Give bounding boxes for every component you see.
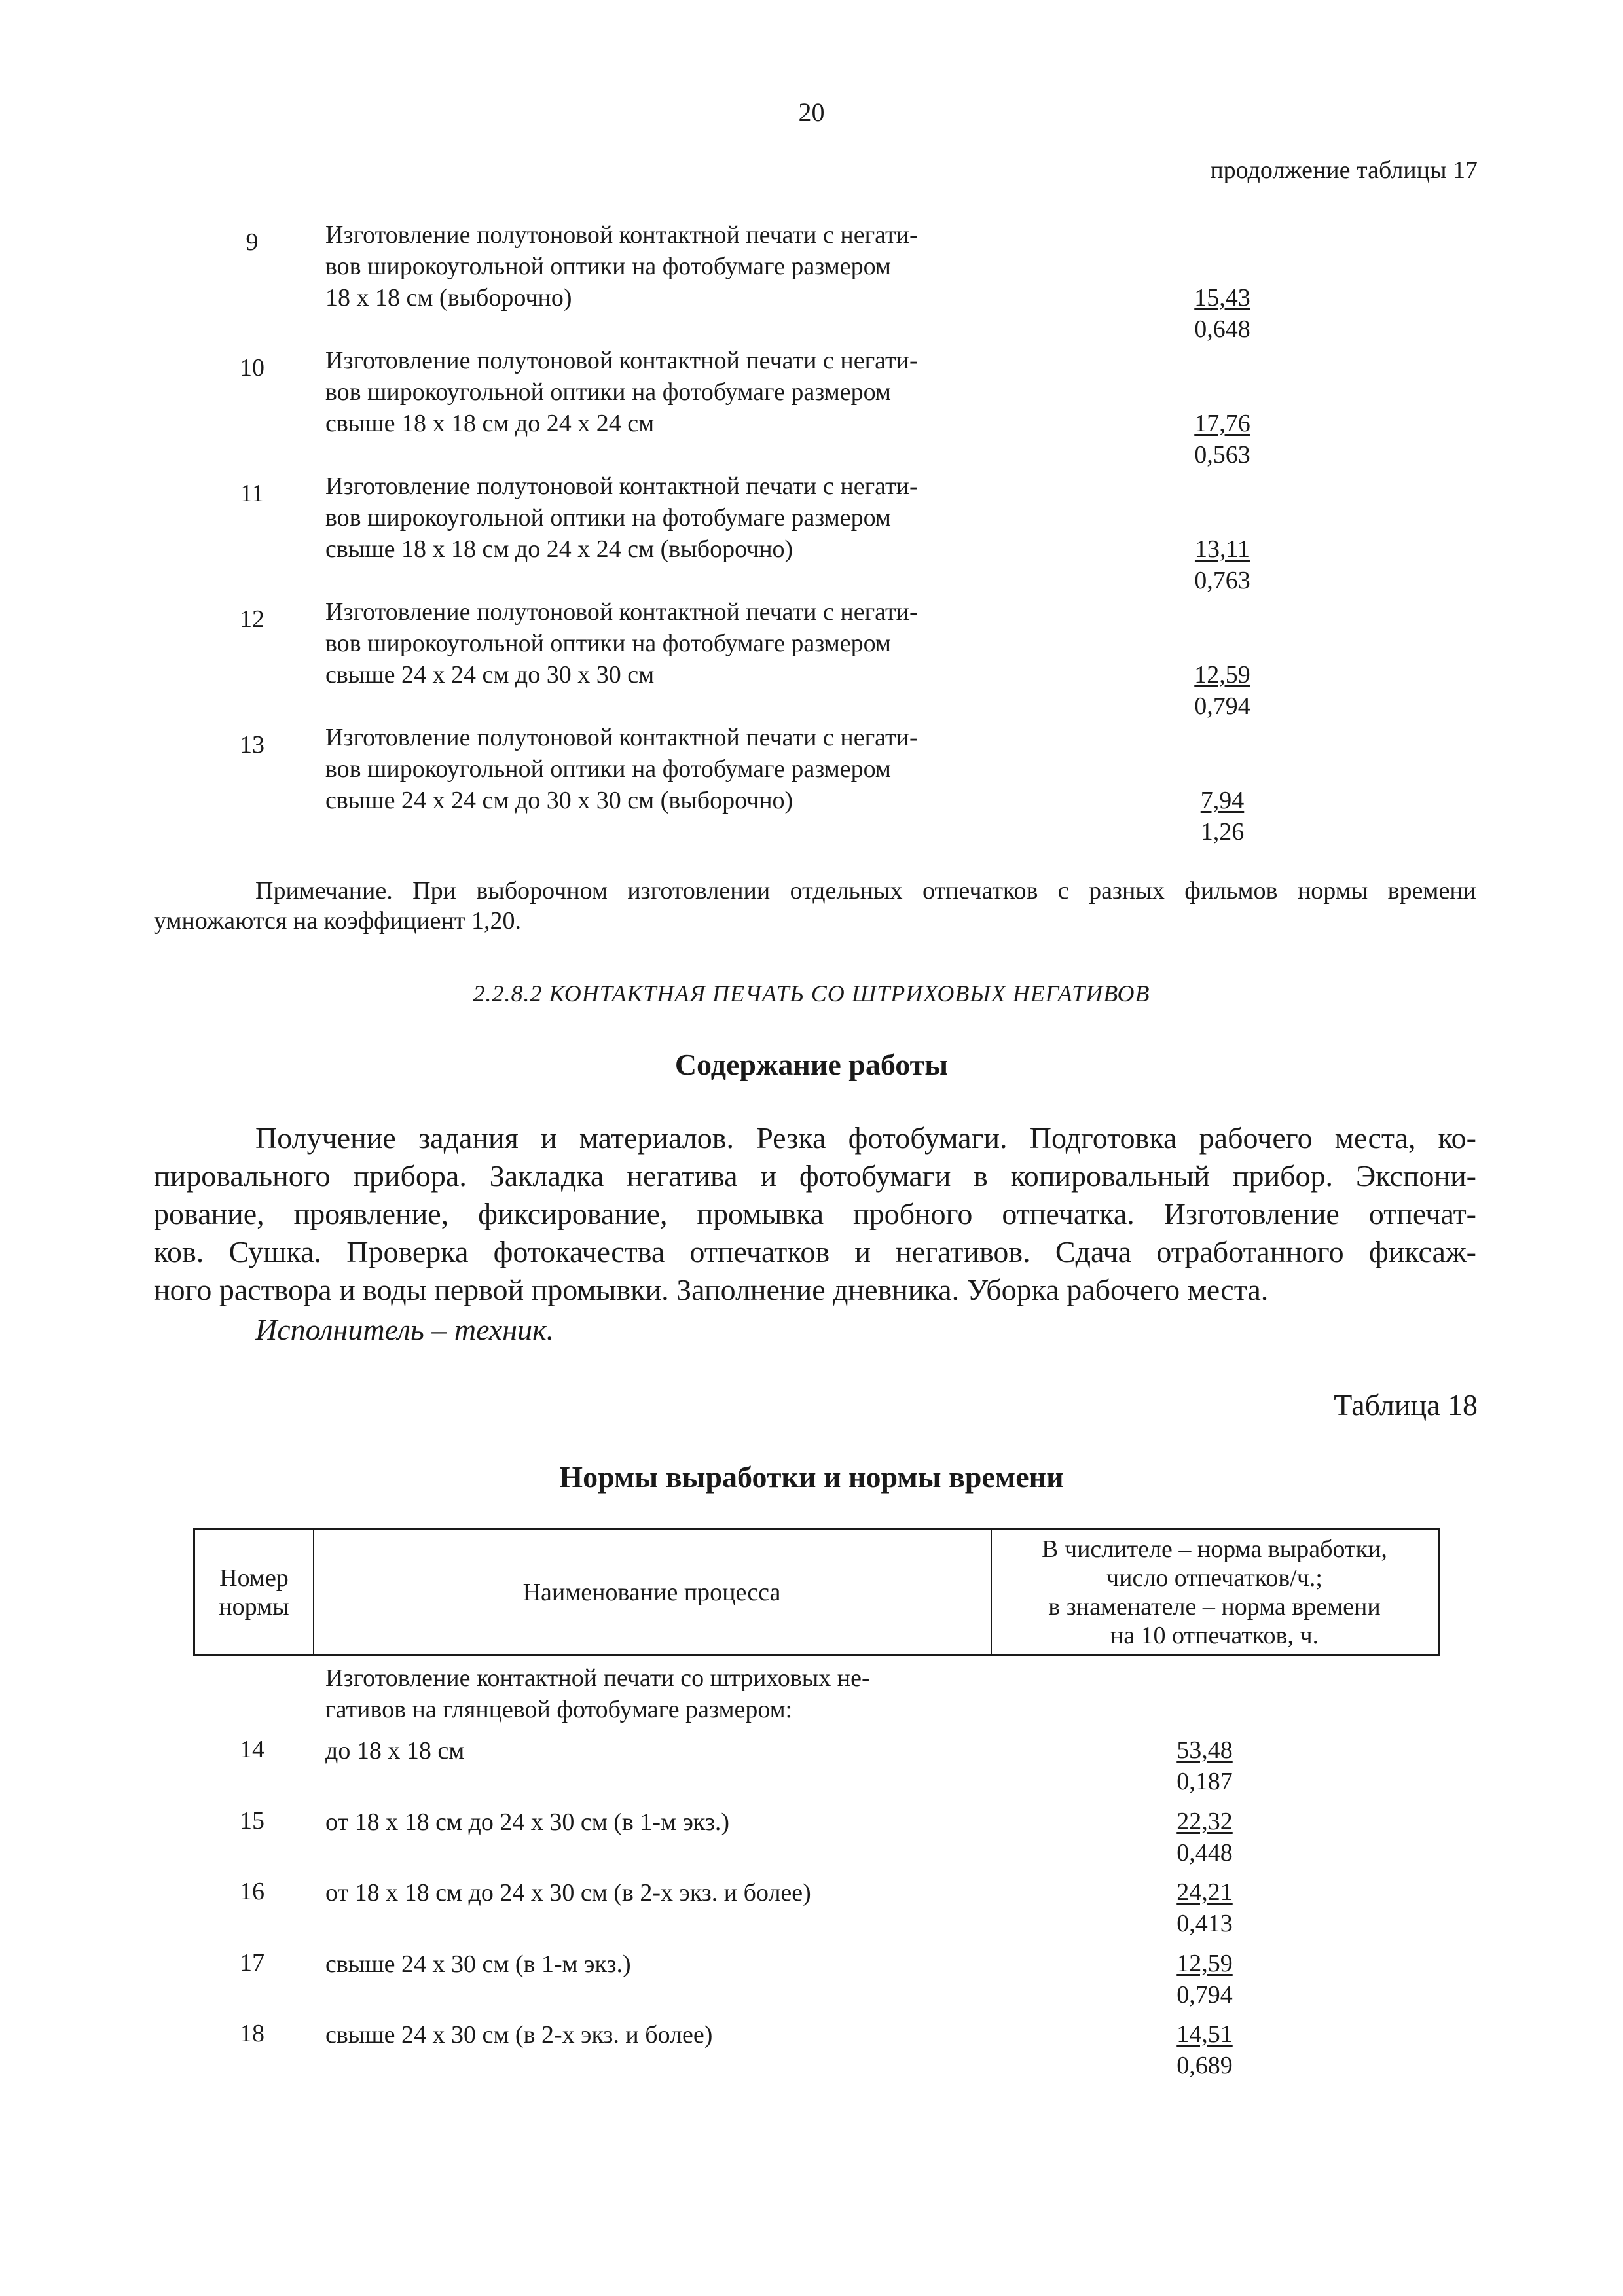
paragraph-line: рование, проявление, фиксирование, промывка пробного отпечатка. Изготовление отпечат- [154,1197,1476,1230]
header-text: В числителе – норма выработки, [1042,1535,1387,1563]
row-description: свыше 24 х 30 см (в 1-м экз.) [325,1950,631,1978]
row-values [1152,1948,1257,2011]
group-description [325,1662,1019,1725]
work-heading: Содержание работы [674,1048,949,1081]
note-line: умножаются на коэффициент 1,20. [154,907,521,935]
output-rate: 53,48 [1176,1736,1233,1764]
output-rate: 17,76 [1194,410,1250,437]
table-note [154,876,1476,936]
row-description [325,722,1019,816]
row-values [1170,533,1275,596]
output-rate: 7,94 [1200,787,1245,814]
table-title: Нормы выработки и нормы времени [559,1460,1064,1494]
header-text: нормы [219,1592,289,1621]
row-values [1170,659,1275,722]
output-rate: 14,51 [1176,2020,1233,2048]
paragraph-line: ков. Сушка. Проверка фотокачества отпечатков и негативов. Сдача отработанного фиксаж- [154,1235,1476,1268]
time-norm: 0,187 [1176,1768,1233,1795]
row-values [1170,408,1275,471]
time-norm: 0,794 [1194,692,1250,720]
output-rate: 12,59 [1176,1950,1233,1977]
output-rate: 15,43 [1194,284,1250,312]
row-number: 11 [240,480,264,507]
row-description-line: Изготовление полутоновой контактной печати с негати- [325,473,918,500]
paragraph-line: пировального прибора. Закладка негатива и фотобумаги в копировальный прибор. Экспони- [154,1159,1476,1193]
row-description-line: свыше 24 х 24 см до 30 х 30 см [325,661,655,689]
note-line: Примечание. При выборочном изготовлении отдельных отпечатков с разных фильмов нормы времени [255,877,1476,905]
row-description-line: Изготовление полутоновой контактной печати с негати- [325,724,918,751]
row-values [1152,2018,1257,2081]
row-description-line: 18 х 18 см (выборочно) [325,284,572,312]
executor-line: Исполнитель – техник. [255,1313,555,1346]
row-description [325,345,1019,439]
subsection-title: 2.2.8.2 КОНТАКТНАЯ ПЕЧАТЬ СО ШТРИХОВЫХ НЕГАТИВОВ [473,980,1150,1007]
row-description-line: вов широкоугольной оптики на фотобумаге размером [325,378,891,406]
row-description: свыше 24 х 30 см (в 2-х экз. и более) [325,2021,713,2049]
time-norm: 0,794 [1176,1981,1233,2009]
row-values [1170,282,1275,345]
row-description-line: гативов на глянцевой фотобумаге размером: [325,1696,793,1723]
row-values [1170,785,1275,848]
row-number: 9 [246,228,259,256]
row-number: 18 [240,2020,264,2047]
row-number: 15 [240,1807,264,1835]
row-number: 16 [240,1878,264,1905]
time-norm: 0,763 [1194,567,1250,594]
row-description-line: свыше 18 х 18 см до 24 х 24 см (выборочно) [325,535,793,563]
row-number: 14 [240,1736,264,1763]
header-text: в знаменателе – норма времени [1048,1592,1381,1621]
time-norm: 0,648 [1194,315,1250,343]
header-text: Номер [219,1564,289,1592]
header-text: число отпечатков/ч.; [1106,1564,1322,1592]
row-number: 13 [240,731,264,759]
row-description-line: свыше 18 х 18 см до 24 х 24 см [325,410,655,437]
continuation-label: продолжение таблицы 17 [1210,156,1478,184]
time-norm: 0,563 [1194,441,1250,469]
page-number: 20 [798,98,825,127]
time-norm: 0,413 [1176,1910,1233,1937]
row-description-line: вов широкоугольной оптики на фотобумаге размером [325,253,891,280]
header-text: на 10 отпечатков, ч. [1110,1621,1319,1649]
row-number: 12 [240,605,264,633]
header-norms [991,1530,1438,1654]
row-description-line: Изготовление контактной печати со штриховых не- [325,1664,870,1692]
row-description-line: Изготовление полутоновой контактной печати с негати- [325,221,918,249]
output-rate: 22,32 [1176,1808,1233,1835]
paragraph-line: Получение задания и материалов. Резка фотобумаги. Подготовка рабочего места, ко- [255,1121,1476,1155]
row-description [325,596,1019,691]
row-description: от 18 х 18 см до 24 х 30 см (в 1-м экз.) [325,1808,729,1836]
row-number: 17 [240,1949,264,1977]
header-norm-number [195,1530,314,1654]
paragraph-line: ного раствора и воды первой промывки. Заполнение дневника. Уборка рабочего места. [154,1273,1269,1306]
row-description [325,471,1019,565]
output-rate: 13,11 [1194,535,1250,563]
time-norm: 1,26 [1200,818,1245,846]
time-norm: 0,448 [1176,1839,1233,1867]
output-rate: 24,21 [1176,1878,1233,1906]
row-description-line: вов широкоугольной оптики на фотобумаге размером [325,504,891,531]
row-description-line: Изготовление полутоновой контактной печати с негати- [325,347,918,374]
row-description-line: свыше 24 х 24 см до 30 х 30 см (выборочно) [325,787,793,814]
row-values [1152,1734,1257,1797]
row-values [1152,1806,1257,1869]
row-number: 10 [240,354,264,382]
work-content-paragraph [154,1119,1476,1309]
table-header [193,1528,1440,1656]
row-description: от 18 х 18 см до 24 х 30 см (в 2-х экз. и более) [325,1879,811,1907]
time-norm: 0,689 [1176,2052,1233,2079]
row-description [325,219,1019,314]
row-description-line: вов широкоугольной оптики на фотобумаге размером [325,630,891,657]
row-values [1152,1876,1257,1939]
header-process-name: Наименование процесса [313,1530,992,1654]
table-label: Таблица 18 [1334,1388,1478,1422]
row-description-line: Изготовление полутоновой контактной печати с негати- [325,598,918,626]
row-description: до 18 х 18 см [325,1737,465,1765]
output-rate: 12,59 [1194,661,1250,689]
row-description-line: вов широкоугольной оптики на фотобумаге размером [325,755,891,783]
